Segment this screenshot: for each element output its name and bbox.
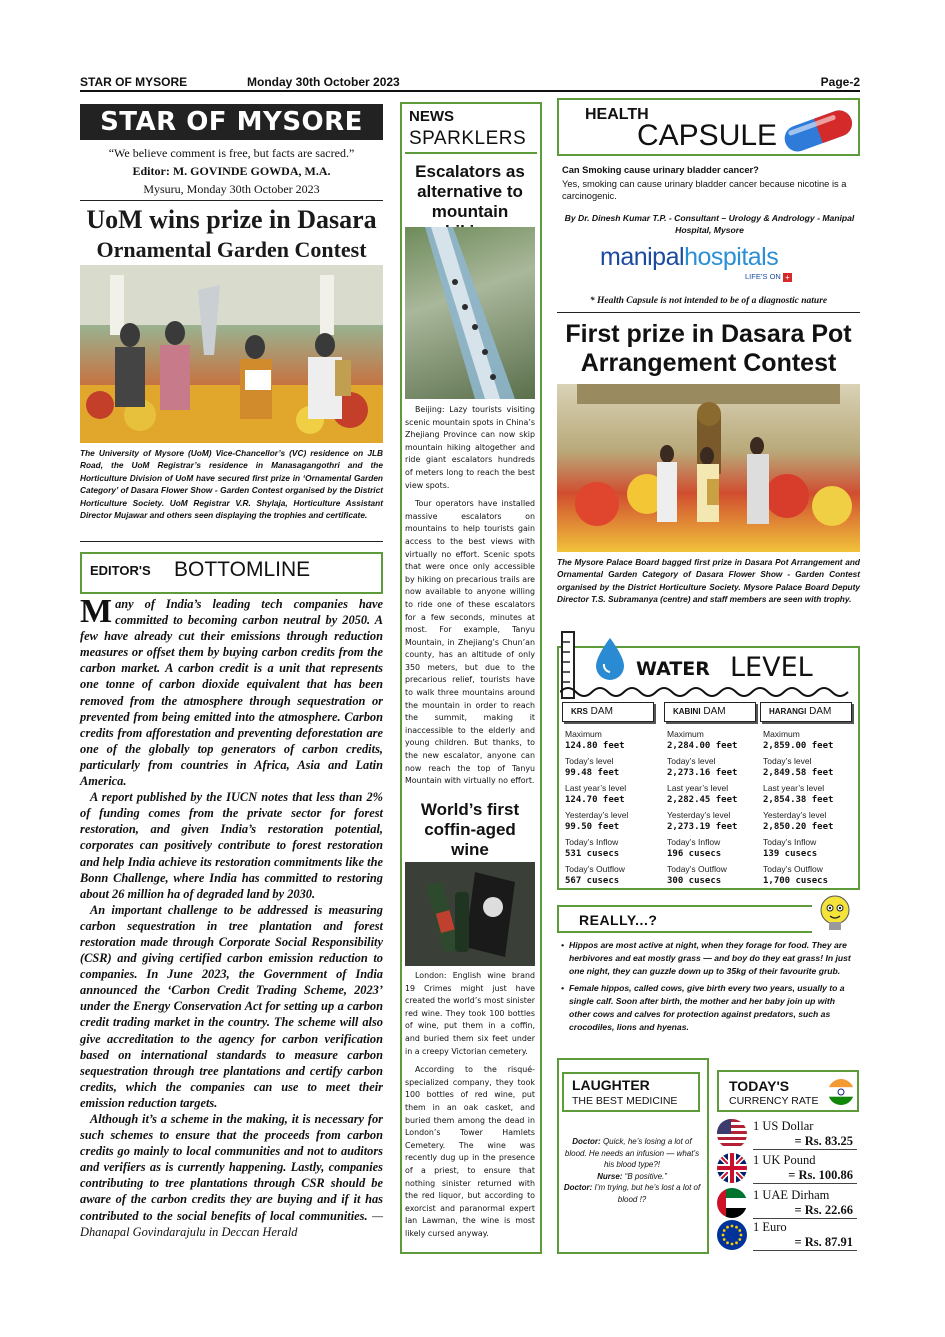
- dam-row-value: 2,282.45 feet: [667, 795, 738, 805]
- dam-row-value: 99.48 feet: [565, 768, 620, 778]
- divider: [753, 1250, 857, 1251]
- bullet-icon: •: [561, 983, 565, 993]
- dam-row-yesterday: [565, 810, 661, 833]
- dam-row-value: 2,854.38 feet: [763, 795, 834, 805]
- editors-bottomline-box: [80, 552, 383, 594]
- dam-suffix: DAM: [809, 706, 832, 717]
- divider: [80, 200, 383, 201]
- divider: [753, 1149, 857, 1150]
- currency-value: = Rs. 83.25: [794, 1134, 853, 1148]
- currency-row: [717, 1220, 857, 1252]
- dam-row-label: Today’s Outflow: [565, 864, 625, 874]
- dam-row-value: 2,849.58 feet: [763, 768, 834, 778]
- plus-icon: +: [783, 273, 792, 282]
- dam-row-value: 196 cusecs: [667, 849, 722, 859]
- sparkler-paragraph: Tour operators have installed massive escalators on mountains to help tourists gain access to the best views with virtually no effort. Scenic spots that were once only accessible by hiking on precarious trails are now available to anyone willing to ride one of these escalators for a few seconds, minutes at most. For example, Tanyu Mountain, in Zhejiang’s Chun’an county, has an altitude of only 350 meters, but due to the precarious relief, tourists have to walk three mountains around the mountain in order to reach the summit, making it inaccessible to the elderly and young children. But thanks, to the new escalator, anyone can now reach the top of Tanyu Mountain with virtually no effort.: [405, 499, 535, 786]
- dam-values-krs: [565, 729, 661, 891]
- joke-speaker: Nurse:: [597, 1171, 623, 1181]
- sparkler-1-body: [405, 404, 535, 794]
- joke-line: [562, 1136, 702, 1171]
- pot-headline: First prize in Dasara Pot Arrangement Contest: [565, 320, 852, 377]
- dam-row-value: 124.70 feet: [565, 795, 625, 805]
- dam-row-label: Yesterday’s level: [667, 810, 731, 820]
- currency-name: 1 Euro: [753, 1220, 787, 1234]
- sparkler-paragraph: According to the risqué-specialized company, they took 100 bottles of red wine, put them in an oak casket, and buried them among the dead in London’s Tower Hamlets Cemetery. The wine was recently dug up in the presence of a priest, to ensure that nothing sinister returned with the red liquor, but according to exorcist and paranormal expert Ian Lawman, the wine is most likely cursed anyway.: [405, 1065, 535, 1238]
- us-flag-icon: [717, 1119, 747, 1149]
- paper-name: STAR OF MYSORE: [80, 75, 188, 89]
- dam-row-label: Today’s Outflow: [763, 864, 823, 874]
- pot-caption: The Mysore Palace Board bagged first prize in Dasara Pot Arrangement and Ornamental Garden Category of Dasara Flower Show - Garden Contest organised by the District Horticulture Society. Mysore Palace Board Deputy Director T.S. Subramanya (centre) and staff members are seen with trophy.: [557, 557, 860, 605]
- bullet-icon: •: [561, 940, 565, 950]
- editorial-dropcap: M: [80, 593, 113, 630]
- joke-speaker: Doctor:: [563, 1183, 593, 1192]
- really-list: [562, 939, 858, 1038]
- manipal-logo-part: manipal: [600, 243, 685, 271]
- dam-row-value: 139 cusecs: [763, 849, 818, 859]
- uom-caption: The University of Mysore (UoM) Vice-Chancellor’s (VC) residence on JLB Road, the UoM Registrar’s residence in Manasagangothri and the Horticulture Division of UoM have secured first prize in ‘Ornamental Garden Category’ of Dasara Flower Show - Garden Contest organised by the District Horticulture Society. UoM Registrar V.R. Shylaja, Horticulture Assistant Director Mujawar and others seen displaying the trophies and certificate.: [80, 448, 383, 521]
- uom-photo-illustration: [80, 265, 383, 443]
- laughter-label-light: THE BEST MEDICINE: [572, 1095, 678, 1107]
- currency-value: = Rs. 22.66: [794, 1203, 853, 1217]
- dam-row-label: Last year’s level: [565, 783, 627, 793]
- dam-row-outflow: [565, 864, 661, 887]
- dam-row-value: 2,859.00 feet: [763, 741, 834, 751]
- currency-row: [717, 1119, 857, 1151]
- health-answer: Yes, smoking can cause urinary bladder cancer because nicotine is a carcinogenic.: [562, 179, 847, 201]
- currency-row: [717, 1153, 857, 1185]
- water-label-bold: WATER: [636, 658, 710, 680]
- page-header: [80, 74, 860, 92]
- masthead-editor: Editor: M. GOVINDE GOWDA, M.A.: [132, 164, 331, 178]
- health-label-light: CAPSULE: [637, 119, 778, 152]
- divider: [753, 1183, 857, 1184]
- joke-speaker: Doctor:: [572, 1137, 601, 1146]
- dam-row-today: [667, 756, 763, 779]
- dam-row-inflow: [667, 837, 763, 860]
- dam-row-value: 531 cusecs: [565, 849, 620, 859]
- dam-row-label: Yesterday’s level: [763, 810, 827, 820]
- currency-name: 1 UAE Dirham: [753, 1188, 830, 1202]
- dam-row-outflow: [667, 864, 763, 887]
- manipal-logo: [600, 243, 778, 272]
- dam-row-last-year: [667, 783, 763, 806]
- joke-line: [562, 1182, 702, 1205]
- uk-flag-icon: [717, 1153, 747, 1183]
- uom-photo: [80, 265, 383, 443]
- joke-line: [562, 1171, 702, 1183]
- pot-photo-illustration: [557, 384, 860, 552]
- health-disclaimer: * Health Capsule is not intended to be of a diagnostic nature: [589, 296, 828, 306]
- dam-row-last-year: [565, 783, 661, 806]
- joke-text: “B positive.”: [624, 1171, 667, 1181]
- dam-row-value: 300 cusecs: [667, 876, 722, 886]
- dam-row-today: [565, 756, 661, 779]
- really-item: [562, 939, 858, 978]
- editors-label-light: BOTTOMLINE: [174, 558, 311, 581]
- really-item-text: Female hippos, called cows, give birth every two years, usually to a single calf. Soon after birth, the mother and her baby join up with other cows and calves for protection against predators, such as crocodiles, lions and hyenas.: [569, 983, 845, 1032]
- dam-code: HARANGI: [769, 707, 807, 716]
- currency-header: [717, 1070, 859, 1112]
- eu-flag-icon: [717, 1220, 747, 1250]
- dam-row-label: Today’s level: [565, 756, 614, 766]
- uom-headline-2: Ornamental Garden Contest: [96, 237, 367, 262]
- really-item: [562, 982, 858, 1034]
- masthead-motto: “We believe comment is free, but facts are sacred.”: [108, 146, 355, 160]
- dam-row-inflow: [763, 837, 859, 860]
- dam-code: KRS: [571, 707, 588, 716]
- dam-row-label: Today’s Inflow: [667, 837, 721, 847]
- water-label-light: LEVEL: [730, 652, 813, 683]
- sparkler-2-body: [405, 970, 535, 1246]
- currency-value: = Rs. 100.86: [788, 1168, 853, 1182]
- dam-row-label: Today’s Inflow: [763, 837, 817, 847]
- divider: [557, 312, 860, 313]
- wave-decoration: [560, 684, 856, 698]
- sparkler-1-headline: Escalators as alternative to mountain: [415, 162, 525, 221]
- escalator-illustration: [405, 227, 535, 399]
- dam-row-label: Maximum: [667, 729, 704, 739]
- issue-date: Monday 30th October 2023: [247, 75, 400, 89]
- dam-row-label: Today’s level: [667, 756, 716, 766]
- divider: [753, 1218, 857, 1219]
- news-label-bold: NEWS: [409, 108, 454, 125]
- dam-header-harangi: [760, 702, 852, 722]
- currency-label-light: CURRENCY RATE: [729, 1095, 819, 1107]
- laughter-header: [562, 1072, 700, 1112]
- health-capsule-header: [557, 98, 860, 156]
- dam-row-label: Maximum: [565, 729, 602, 739]
- joke-text: I’m trying, but he’s lost a lot of blood !?: [594, 1183, 701, 1204]
- news-sparklers-header: [405, 106, 537, 154]
- dam-row-label: Yesterday’s level: [565, 810, 629, 820]
- capsule-pill-icon: [777, 106, 859, 154]
- really-header: [557, 905, 812, 933]
- editorial-credit: — Dhanapal Govindarajulu in Deccan Herald: [80, 1208, 383, 1239]
- editorial-paragraph: Although it’s a scheme in the making, it is necessary for such schemes to ensure that the proceeds from carbon credits go mainly to local communities and not to auditors and verifiers as is currently happening. Lastly, companies contributing to tree plantations through CSR should be aware of the carbon credits they are buying and if it has contributed to the social benefits of local communities.: [80, 1112, 383, 1223]
- editorial-paragraph: any of India’s leading tech companies have committed to becoming carbon neutral by 2050. A few have already cut their emissions through reduction measures or offset them by buying carbon credits from the carbon market. A carbon credit is a unit that represents one tonne of carbon dioxide equivalent that has been removed from the atmosphere through sequestration or prevented from being emitted into the atmosphere. Carbon credits from afforestation and preventing deforestation are one of the globally top generators of carbon credits, particularly from countries in Africa, Asia and Latin America.: [80, 597, 383, 789]
- dam-row-inflow: [565, 837, 661, 860]
- really-label: REALLY...?: [579, 912, 658, 928]
- dam-row-value: 2,850.20 feet: [763, 822, 834, 832]
- dam-row-yesterday: [667, 810, 763, 833]
- dam-row-label: Maximum: [763, 729, 800, 739]
- dam-row-max: [763, 729, 859, 752]
- page-number: Page-2: [820, 75, 860, 89]
- dam-header-krs: [562, 702, 654, 722]
- laughter-label-bold: LAUGHTER: [572, 1077, 650, 1093]
- dam-row-last-year: [763, 783, 859, 806]
- dam-header-kabini: [664, 702, 756, 722]
- dam-row-label: Today’s Outflow: [667, 864, 727, 874]
- india-flag-icon: [827, 1078, 855, 1106]
- editors-label-bold: EDITOR'S: [90, 563, 151, 578]
- editorial-paragraph: An important challenge to be addressed is measuring carbon sequestration in tree plantation and forest restoration made through Corporate Social Responsibility (CSR) and giving certified carbon emission reduction to companies. In June 2023, the Government of India announced the ‘Carbon Credit Trading Scheme, 2023’ under the Energy Conservation Act for setting up a carbon credit trading market in the country. The scheme will also give accreditation to the agency for carbon verification based on international standards to measure carbon sequestration through tree plantations and certify carbon credits, which the companies can use to meet their emission reduction targets.: [80, 902, 383, 1110]
- coffin-wine-illustration: [405, 862, 535, 966]
- uom-headline-1: UoM wins prize in Dasara: [86, 205, 377, 234]
- joke-text: Quick, he’s losing a lot of blood. He needs an infusion — what’s his blood type?!: [564, 1137, 700, 1169]
- manipal-logo-part: hospitals: [684, 243, 779, 271]
- dam-row-max: [565, 729, 661, 752]
- dam-row-value: 2,284.00 feet: [667, 741, 738, 751]
- dam-row-outflow: [763, 864, 859, 887]
- dam-row-value: 124.80 feet: [565, 741, 625, 751]
- sparkler-paragraph: London: English wine brand 19 Crimes might just have created the world’s most sinister red wine. They took 100 bottles of wine, put them in a coffin, and buried them six feet under in a creepy Victorian cemetery.: [405, 971, 535, 1056]
- lightbulb-icon: [812, 890, 858, 936]
- dam-row-today: [763, 756, 859, 779]
- dam-code: KABINI: [673, 707, 701, 716]
- currency-name: 1 UK Pound: [753, 1153, 816, 1167]
- dam-row-max: [667, 729, 763, 752]
- currency-label-bold: TODAY'S: [729, 1078, 790, 1094]
- sparkler-2-headline: World’s first coffin-aged wine: [420, 800, 520, 859]
- health-label-bold: HEALTH: [585, 106, 649, 123]
- masthead-dateline: Mysuru, Monday 30th October 2023: [143, 182, 320, 196]
- dam-row-label: Today’s level: [763, 756, 812, 766]
- dam-row-label: Today’s Inflow: [565, 837, 619, 847]
- currency-value: = Rs. 87.91: [794, 1235, 853, 1249]
- laughter-joke: [562, 1136, 702, 1205]
- manipal-tagline-text: LIFE’S ON: [745, 272, 781, 281]
- dam-row-value: 567 cusecs: [565, 876, 620, 886]
- dam-row-value: 2,273.19 feet: [667, 822, 738, 832]
- sparkler-paragraph: Beijing: Lazy tourists visiting scenic mountain spots in China’s Zhejiang Province can now skip mountain hiking altogether and ride giant escalators hundreds of meters long to reach the best view spots.: [405, 405, 536, 490]
- currency-name: 1 US Dollar: [753, 1119, 814, 1133]
- uae-flag-icon: [717, 1188, 747, 1218]
- health-byline: By Dr. Dinesh Kumar T.P. - Consultant – Urology & Andrology - Manipal Hospital, Mysore: [564, 213, 855, 235]
- currency-row: [717, 1188, 857, 1220]
- dam-suffix: DAM: [703, 706, 726, 717]
- pot-photo: [557, 384, 860, 552]
- coffin-wine-photo: [405, 862, 535, 966]
- dam-row-value: 1,700 cusecs: [763, 876, 829, 886]
- really-item-text: Hippos are most active at night, when they forage for food. They are herbivores and eat mostly grass — and boy do they eat grass! In just one night, they can guzzle down up to 35kg of their favourite grub.: [569, 940, 851, 976]
- dam-row-yesterday: [763, 810, 859, 833]
- dam-row-value: 99.50 feet: [565, 822, 620, 832]
- health-question: Can Smoking cause urinary bladder cancer?: [562, 165, 759, 175]
- editorial-paragraph: A report published by the IUCN notes that less than 2% of funding comes from the private sector for forest restoration, and given India’s restoration potential, corporates can positively contribute to forest restoration and help India achieve its restoration commitments like the Bonn Challenge, where India has committed to restoring about 26 million ha of degraded land by 2030.: [80, 790, 383, 901]
- masthead-logo: STAR OF MYSORE: [80, 104, 383, 140]
- dam-suffix: DAM: [590, 706, 613, 717]
- news-label-light: SPARKLERS: [409, 128, 527, 149]
- divider: [80, 541, 383, 542]
- dam-row-label: Last year’s level: [667, 783, 729, 793]
- dam-values-harangi: [763, 729, 859, 891]
- dam-row-label: Last year’s level: [763, 783, 825, 793]
- dam-row-value: 2,273.16 feet: [667, 768, 738, 778]
- editorial-body: [80, 593, 383, 1240]
- escalator-photo: [405, 227, 535, 399]
- dam-values-kabini: [667, 729, 763, 891]
- manipal-tagline: [745, 272, 792, 282]
